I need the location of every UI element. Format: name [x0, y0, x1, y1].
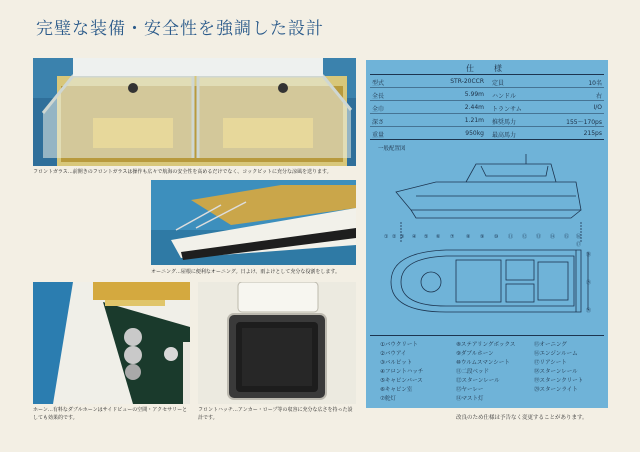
spec-value: 右: [595, 93, 602, 100]
legend-item: ⑲スターンクリート: [534, 378, 584, 384]
svg-text:⑫: ⑫: [522, 234, 528, 240]
legend-item: ①バウクリート: [380, 342, 418, 348]
spec-label: 定員: [492, 80, 505, 87]
svg-text:⑬: ⑬: [536, 234, 542, 240]
svg-text:⑧: ⑧: [466, 234, 471, 240]
spec-value: 10名: [588, 80, 602, 87]
svg-text:⑯: ⑯: [576, 234, 582, 240]
spec-value: 1.21m: [464, 117, 484, 124]
spec-label: 最高馬力: [492, 132, 517, 139]
awning-caption: オーニング…屋根に便利なオーニング。日よけ、雨よけとして充分な役割をします。: [151, 269, 341, 275]
legend-item: ⑳スターンライト: [534, 387, 578, 393]
svg-text:⑭: ⑭: [550, 234, 556, 240]
spec-label: 全長: [372, 93, 385, 100]
svg-text:④: ④: [412, 234, 417, 240]
legend-item: ⑮オーニング: [534, 342, 567, 348]
spec-value: 2.44m: [464, 104, 484, 111]
svg-text:⑲: ⑲: [586, 280, 592, 286]
svg-text:⑦: ⑦: [450, 234, 455, 240]
legend-item: ⑭マスト灯: [456, 396, 484, 402]
svg-text:⑤: ⑤: [424, 234, 429, 240]
spec-value: 5.99m: [464, 91, 484, 98]
svg-text:⑳: ⑳: [586, 308, 592, 314]
svg-text:⑪: ⑪: [508, 234, 514, 240]
svg-text:⑱: ⑱: [586, 252, 592, 258]
legend-item: ⑦舵灯: [380, 396, 396, 402]
hatch-photo: [198, 282, 356, 404]
spec-value: I/O: [593, 104, 602, 111]
legend-item: ⑯エンジンルーム: [534, 351, 578, 357]
svg-text:②: ②: [392, 234, 397, 240]
legend-item: ⑫スターンレール: [456, 378, 500, 384]
legend-item: ⑧ステアリングボックス: [456, 342, 516, 348]
spec-heading: 仕 様: [466, 64, 508, 73]
diagram-label: 一般配置図: [378, 146, 406, 152]
spec-label: 全巾: [372, 106, 385, 113]
horn-photo: [33, 282, 190, 404]
legend-item: ④フロントハッチ: [380, 369, 424, 375]
awning-photo: [151, 180, 356, 265]
spec-label: ハンドル: [492, 93, 517, 100]
spec-value: 155〜170ps: [566, 119, 602, 126]
spec-label: トランサム: [492, 106, 522, 113]
legend-item: ⑤キャビンバース: [380, 378, 423, 384]
legend-item: ②バウアイ: [380, 351, 407, 357]
legend-item: ⑩ウルムスマンシート: [456, 360, 510, 366]
front-glass-photo: [33, 58, 356, 166]
legend-item: ⑱スターンレール: [534, 369, 578, 375]
spec-value: 950kg: [465, 130, 484, 137]
spec-value: 215ps: [583, 130, 602, 137]
svg-text:⑥: ⑥: [436, 234, 441, 240]
legend-item: ③バルピット: [380, 360, 413, 366]
legend-item: ⑥キャビン室: [380, 387, 413, 393]
svg-text:⑩: ⑩: [494, 234, 499, 240]
spec-panel: [366, 60, 608, 408]
spec-label: 型式: [372, 80, 385, 87]
spec-label: 深さ: [372, 119, 385, 126]
hatch-caption: フロントハッチ…アンカー・ロープ等の収容に充分な広さを持った設計です。: [198, 407, 353, 421]
spec-label: 推奨馬力: [492, 119, 517, 126]
spec-value: STR-20CCR: [450, 78, 484, 85]
svg-text:③: ③: [400, 234, 405, 240]
legend-item: ⑬ヤーレー: [456, 387, 484, 393]
legend-item: ⑨ダブルホーン: [456, 351, 494, 357]
front-glass-caption: フロントガラス…前開きのフロントガラスは操作も広々で航海の安全性を高めるだけでなく、コックピットに充分な涼風を送ります。: [33, 169, 332, 175]
svg-text:⑰: ⑰: [576, 242, 582, 248]
legend-item: ⑪二段ベッド: [456, 369, 490, 375]
svg-text:①: ①: [384, 234, 389, 240]
legend-item: ⑰リアシート: [534, 360, 567, 366]
spec-label: 重量: [372, 132, 385, 139]
footnote: 改良のため仕様は予告なく変更することがあります。: [456, 415, 588, 421]
horn-caption: ホーン…有料なダブルホーンはサイドビューの空間・アクセサリーとしても効果的です。: [33, 407, 188, 421]
general-arrangement-diagram: [376, 152, 598, 334]
svg-text:⑮: ⑮: [564, 234, 570, 240]
svg-text:⑨: ⑨: [480, 234, 485, 240]
page-title: 完璧な装備・安全性を強調した設計: [36, 19, 324, 39]
